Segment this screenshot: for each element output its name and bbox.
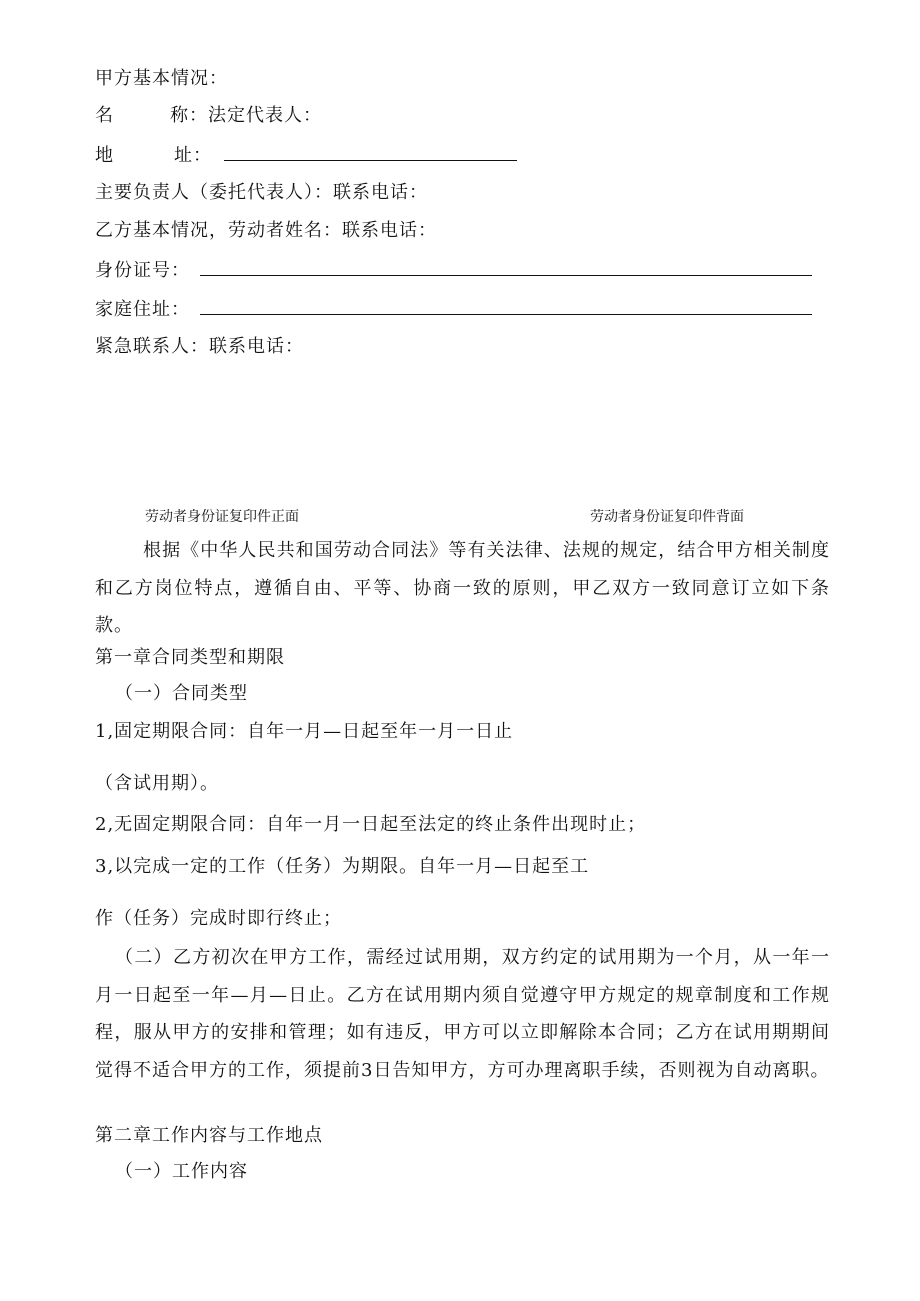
intro-paragraph: 根据《中华人民共和国劳动合同法》等有关法律、法规的规定，结合甲方相关制度和乙方岗位特点，遵循自由、平等、协商一致的原则，甲乙双方一致同意订立如下条款。 [95,540,830,636]
party-b-emergency: 紧急联系人：联系电话： [95,336,304,357]
probation-paragraph: （二）乙方初次在甲方工作，需经过试用期，双方约定的试用期为一个月，从一年一月一日起至一年—月—日止。乙方在试用期内须自觉遵守甲方规定的规章制度和工作规程，服从甲方的安排和管理；如有违反，甲方可以立即解除本合同；乙方在试用期期间觉得不适合甲方的工作，须提前3日告知甲方，方可办理离职手续，否则视为自动离职。 [95,947,830,1081]
section-contract-type: （一）合同类型 [115,683,248,704]
party-a-address-row [95,142,517,168]
home-address-field[interactable] [200,296,812,315]
legal-rep-label: 法定代表人： [208,105,322,126]
party-b-id-row [95,257,812,283]
id-back-caption: 劳动者身份证复印件背面 [590,509,744,525]
party-b-home-row [95,296,812,322]
id-number-field[interactable] [200,257,812,276]
name-label-1: 名 [95,105,114,126]
item-1-continued: （含试用期）。 [95,773,219,794]
chapter-1-heading: 第一章合同类型和期限 [95,647,285,668]
item-3-continued: 作（任务）完成时即行终止； [95,908,342,929]
item-2: 2,无固定期限合同：自年一月一日起至法定的终止条件出现时止； [95,814,647,835]
id-front-caption: 劳动者身份证复印件正面 [145,509,299,525]
id-number-label: 身份证号： [95,260,190,281]
item-1: 1,固定期限合同：自年一月—日起至年一月一日止 [95,721,514,742]
section-work-content: （一）工作内容 [115,1161,248,1182]
address-label-1: 地 [95,145,114,166]
party-a-heading: 甲方基本情况： [95,68,228,89]
party-a-name-row [95,104,322,128]
item-3: 3,以完成一定的工作（任务）为期限。自年一月—日起至工 [95,856,590,877]
party-b-heading: 乙方基本情况，劳动者姓名：联系电话： [95,220,437,241]
party-a-principal: 主要负责人（委托代表人）：联系电话： [95,182,428,203]
name-label-2: 称： [170,105,208,126]
home-address-label: 家庭住址： [95,299,190,320]
address-field[interactable] [224,142,517,161]
chapter-2-heading: 第二章工作内容与工作地点 [95,1125,323,1146]
address-label-2: 址： [174,145,212,166]
